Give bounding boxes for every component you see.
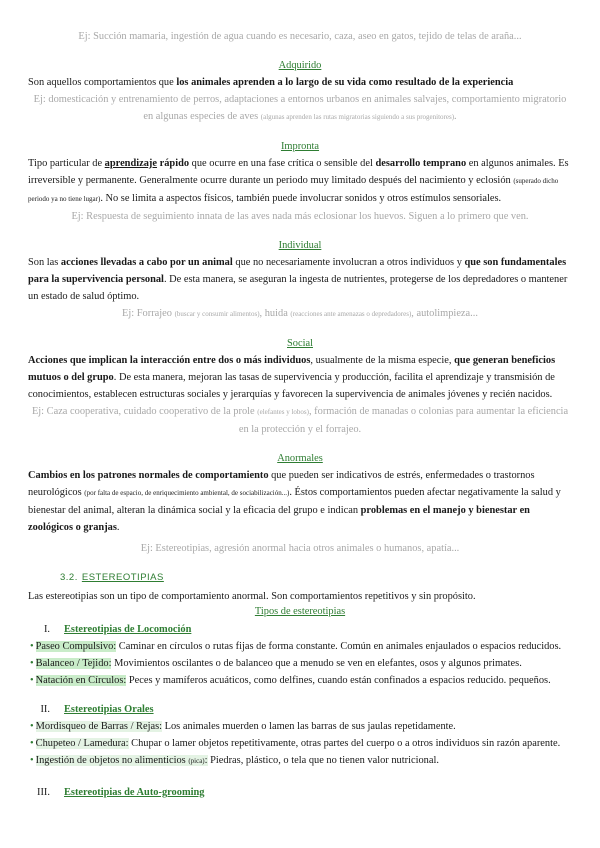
item-desc: Caminar en círculos o rutas fijas de forma constante. Común en animales enjaulados o espacios reducidos. bbox=[116, 641, 562, 652]
anormales-note: (por falta de espacio, de enriquecimiento ambiental, de sociabilización...) bbox=[84, 489, 290, 497]
estereotipias-intro: Las estereotipias son un tipo de comportamiento anormal. Son comportamientos repetitivos y sin propósito. bbox=[28, 591, 476, 602]
individual-definition bbox=[28, 254, 572, 305]
social-text-2: . De esta manera, mejoran las tasas de supervivencia y producción, facilita el aprendizaje y transmisión de conocimientos, establecen estructuras sociales y jerarquías y favorecen la supervivencia de animales jóvenes y recién nacidos. bbox=[28, 372, 555, 400]
individual-bold-1: acciones llevadas a cabo por un animal bbox=[60, 257, 233, 268]
item-desc: Chupar o lamer objetos repetitivamente, otras partes del cuerpo o a otros individuos sin razón aparente. bbox=[128, 738, 561, 749]
anormales-example: Ej: Estereotipias, agresión anormal hacia otros animales o humanos, apatía... bbox=[140, 543, 460, 554]
social-example bbox=[28, 403, 572, 438]
list-item bbox=[28, 752, 572, 770]
social-definition bbox=[28, 352, 572, 403]
individual-ex-note-2: (reacciones ante amenazas o depredadores) bbox=[290, 310, 412, 318]
adquirido-definition bbox=[28, 74, 572, 91]
heading-social: Social bbox=[287, 338, 313, 349]
impronta-rapido: rápido bbox=[157, 158, 190, 169]
group-title: Estereotipias Orales bbox=[64, 704, 154, 715]
individual-text-2: que no necesariamente involucran a otros individuos y bbox=[232, 257, 465, 268]
item-desc: Los animales muerden o lamen las barras de sus jaulas repetidamente. bbox=[162, 721, 456, 732]
item-term-note: (pica) bbox=[188, 757, 205, 765]
group-locomocion bbox=[28, 621, 572, 638]
item-term: Paseo Compulsivo: bbox=[35, 641, 117, 652]
item-desc: Movimientos oscilantes o de balanceo que a menudo se ven en elefantes, osos y algunos primates. bbox=[111, 658, 522, 669]
individual-ex-note-1: (buscar y consumir alimentos) bbox=[174, 310, 260, 318]
heading-adquirido: Adquirido bbox=[278, 60, 322, 71]
individual-text-1: Son las bbox=[28, 257, 61, 268]
impronta-text-4: . No se limita a aspectos físicos, también puede involucrar sonidos y otros estímulos sensoriales. bbox=[100, 193, 502, 204]
individual-text-3: . De esta manera, se aseguran la ingesta de nutrientes, protegerse de los depredadores o mantener un estado de salud óptimo. bbox=[28, 274, 568, 302]
social-bold-2: que generan beneficios mutuos o del grupo bbox=[28, 355, 556, 383]
list-item bbox=[28, 718, 572, 735]
social-bold-1: Acciones que implican la interacción entre dos o más individuos bbox=[28, 355, 311, 366]
social-ex-1: Ej: Caza cooperativa, cuidado cooperativo de la prole bbox=[31, 406, 258, 417]
individual-bold-2: que son fundamentales para la supervivencia personal bbox=[28, 257, 567, 285]
heading-individual: Individual bbox=[278, 240, 322, 251]
item-term-end: : bbox=[204, 755, 208, 766]
bullet-icon: • bbox=[30, 738, 34, 749]
social-ex-2: , formación de manadas o colonias para aumentar la eficiencia en la protección y el forrajeo. bbox=[238, 406, 569, 435]
group-orales bbox=[28, 701, 572, 718]
individual-ex-3: , autolimpieza... bbox=[411, 308, 478, 319]
list-item bbox=[28, 735, 572, 752]
impronta-text-2: que ocurre en una fase crítica o sensible del bbox=[189, 158, 376, 169]
individual-example bbox=[28, 305, 572, 323]
impronta-text-3: en algunos animales. Es irreversible y permanente. Generalmente ocurre durante un periodo muy limitado después del nacimiento y eclosión bbox=[28, 158, 569, 186]
item-term-text: Ingestión de objetos no alimenticios bbox=[35, 755, 189, 766]
bullet-icon: • bbox=[30, 641, 34, 652]
item-desc: Peces y mamíferos acuáticos, como delfines, cuando están confinados a espacios reducido. pequeños. bbox=[126, 675, 551, 686]
item-term bbox=[36, 755, 208, 766]
impronta-example: Ej: Respuesta de seguimiento innata de las aves nada más eclosionar los huevos. Siguen a lo primero que ven. bbox=[71, 211, 529, 222]
group-numeral: I. bbox=[43, 624, 50, 635]
adquirido-example-note: (algunas aprenden las rutas migratorias siguiendo a sus progenitores) bbox=[260, 113, 455, 121]
impronta-aprendizaje: aprendizaje bbox=[104, 158, 158, 169]
types-heading: Tipos de estereotipias bbox=[254, 606, 346, 617]
adquirido-example-text: Ej: domesticación y entrenamiento de perros, adaptaciones a entornos urbanos en animales salvajes, comportamiento migratorio en algunas especies de aves bbox=[33, 94, 567, 122]
item-term: Natación en Círculos: bbox=[35, 675, 127, 686]
bullet-icon: • bbox=[30, 675, 34, 686]
impronta-text-1: Tipo particular de bbox=[28, 158, 105, 169]
heading-anormales: Anormales bbox=[277, 453, 323, 464]
heading-impronta: Impronta bbox=[280, 141, 320, 152]
list-item bbox=[28, 638, 572, 655]
adquirido-example bbox=[28, 91, 572, 126]
top-example: Ej: Succión mamaria, ingestión de agua cuando es necesario, caza, aseo en gatos, tejido de telas de araña... bbox=[78, 31, 522, 42]
bullet-icon: • bbox=[30, 755, 34, 766]
individual-ex-2: , huida bbox=[259, 308, 291, 319]
anormales-definition bbox=[28, 467, 572, 536]
anormales-text-2: . Éstos comportamientos pueden afectar negativamente la salud y bienestar del animal, alteran la dinámica social y la eficacia del grupo e indican bbox=[28, 487, 561, 516]
impronta-note: (superado dicho periodo ya no tiene lugar) bbox=[28, 177, 559, 203]
anormales-text-3: . bbox=[116, 522, 120, 533]
list-item bbox=[28, 672, 572, 689]
bullet-icon: • bbox=[30, 721, 34, 732]
group-auto-grooming bbox=[28, 784, 572, 801]
item-desc: Piedras, plástico, o tela que no tienen valor nutricional. bbox=[207, 755, 439, 766]
list-item bbox=[28, 655, 572, 672]
group-title: Estereotipias de Locomoción bbox=[64, 624, 192, 635]
impronta-definition bbox=[28, 155, 572, 208]
section-label: ESTEREOTIPIAS bbox=[81, 572, 164, 583]
adquirido-bold: los animales aprenden a lo largo de su vida como resultado de la experiencia bbox=[176, 77, 514, 88]
group-numeral: II. bbox=[40, 704, 50, 715]
item-term: Mordisqueo de Barras / Rejas: bbox=[35, 721, 163, 732]
individual-ex-1: Ej: Forrajeo bbox=[122, 308, 175, 319]
anormales-bold-1: Cambios en los patrones normales de comportamiento bbox=[28, 470, 269, 481]
adquirido-text: Son aquellos comportamientos que bbox=[28, 77, 177, 88]
item-term: Chupeteo / Lamedura: bbox=[35, 738, 129, 749]
group-title: Estereotipias de Auto-grooming bbox=[64, 787, 205, 798]
adquirido-example-end: . bbox=[454, 111, 457, 122]
section-estereotipias bbox=[28, 569, 572, 586]
anormales-text-1: que pueden ser indicativos de estrés, enfermedades o trastornos neurológicos bbox=[28, 470, 535, 498]
impronta-desarrollo: desarrollo temprano bbox=[375, 158, 467, 169]
section-number: 3.2. bbox=[60, 572, 78, 583]
item-term: Balanceo / Tejido: bbox=[35, 658, 112, 669]
social-text-1: , usualmente de la misma especie, bbox=[310, 355, 455, 366]
anormales-bold-2: problemas en el manejo y bienestar en zoológicos o granjas bbox=[28, 505, 530, 533]
group-numeral: III. bbox=[37, 787, 50, 798]
bullet-icon: • bbox=[30, 658, 34, 669]
social-ex-note: (elefantes y lobos) bbox=[257, 408, 309, 416]
